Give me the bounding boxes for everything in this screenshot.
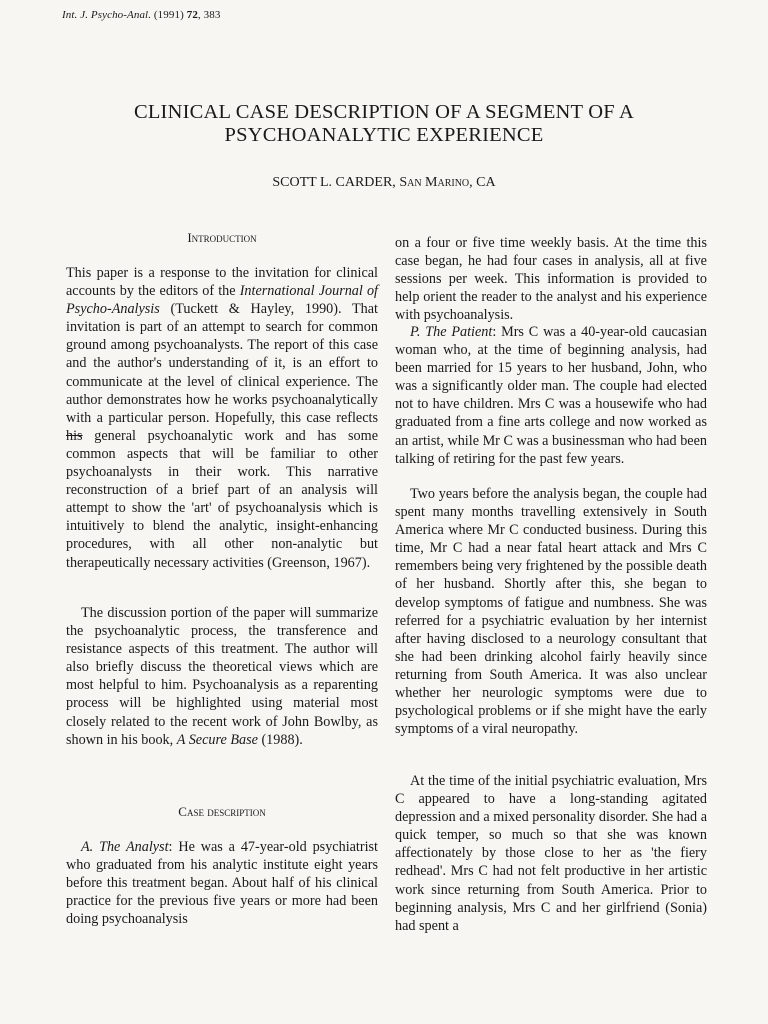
author-location: San Marino, CA [399,175,496,190]
introduction-heading: Introduction [187,230,257,245]
case-description-heading: Case description [178,804,266,819]
intro-p1-text-a: This paper is a response to the invitation for clinical accounts by the editors of the [66,265,378,300]
introduction-paragraph-2 [66,604,378,749]
intro-p2-book-title: A Secure Base [176,731,258,748]
intro-p1-text-b: (Tuckett & Hayley, 1990). That invitation is part of an attempt to search for common ground among psychoanalysts. The report of this case and the author's understanding of it, is an effort to communicate at the level of clinical experience. The author demonstrates how he works psychoanalytically with a particular person. Hopefully, this case reflects [66,301,378,426]
title-line-2: PSYCHOANALYTIC EXPERIENCE [224,124,544,146]
running-head [62,9,220,21]
intro-p1-struck-word: his [66,427,83,444]
right-paragraph-1: on a four or five time weekly basis. At the time this case began, he had four cases in analysis, all at five sessions per week. This information is provided to help orient the reader to the analyst and his experience with psychoanalysis. [395,235,707,324]
patient-paragraph [395,323,707,468]
journal-volume: 72 [186,9,198,21]
journal-page-number: , 383 [197,9,221,21]
journal-name: Int. J. Psycho-Anal. [62,9,152,21]
intro-p2-text-b: (1988). [257,731,303,748]
patient-label: P. The Patient [410,324,493,340]
right-paragraph-3: Two years before the analysis began, the couple had spent many months travelling extensively in South America where Mr C conducted business. During this time, Mr C had a near fatal heart attack and Mrs C remembers being very frightened by the possible death of her husband. Shortly after this, she began to develop symptoms of fatigue and numbness. She was referred for a psychiatric evaluation by her internist after having disclosed to a neurology consultant that she had been drinking alcohol fairly heavily since returning from South America. It was also unclear whether her neurologic symptoms were due to psychological problems or if she might have the early symptoms of a viral neuropathy. [395,486,707,738]
journal-year: (1991) [153,9,184,21]
intro-p2-text-a: The discussion portion of the paper will summarize the psychoanalytic process, the transference and resistance aspects of this treatment. The author will also briefly discuss the theoretical views which are most helpful to him. Psychoanalysis as a reparenting process will be highlighted using material most closely related to the recent work of John Bowlby, as shown in his book, [66,605,378,748]
analyst-label: A. The Analyst [81,839,169,855]
introduction-paragraph-1 [66,264,378,572]
author-name: SCOTT L. CARDER, [272,175,396,190]
right-paragraph-4: At the time of the initial psychiatric evaluation, Mrs C appeared to have a long-standing agitated depression and a mixed personality disorder. She had a quick temper, so much so that she was known affectionately by those close to her as 'the fiery redhead'. Mrs C had not felt productive in her artistic work since returning from South America. Prior to beginning analysis, Mrs C and her girlfriend (Sonia) had spent a [395,773,707,934]
intro-p1-journal-title: International Journal of Psycho-Analysis [66,283,379,318]
title-line-1: CLINICAL CASE DESCRIPTION OF A SEGMENT OF A [133,101,635,123]
author-line [60,175,708,191]
analyst-text: : He was a 47-year-old psychiatrist who graduated from his analytic institute eight years before this treatment began. About half of his clinical practice for the previous five years or more had been doing psychoanalysis [66,839,378,928]
intro-p1-text-c: general psychoanalytic work and has some common aspects that will be familiar to other psychoanalysts in their work. This narrative reconstruction of a brief part of an analysis will attempt to show the 'art' of psychoanalysis which is intuitively to blend the analytic, insight-enhancing procedures, with all other non-analytic but therapeutically necessary activities (Greenson, 1967). [66,427,378,571]
article-title [60,101,708,147]
analyst-paragraph [66,838,378,928]
patient-text: : Mrs C was a 40-year-old caucasian woman who, at the time of beginning analysis, had been married for 15 years to her husband, John, who was a significantly older man. The couple had elected not to have children. Mrs C was a housewife who had graduated from a fine arts college and now worked as an artist, while Mr C was a businessman who had been talking of retiring for the past few years. [395,324,707,467]
